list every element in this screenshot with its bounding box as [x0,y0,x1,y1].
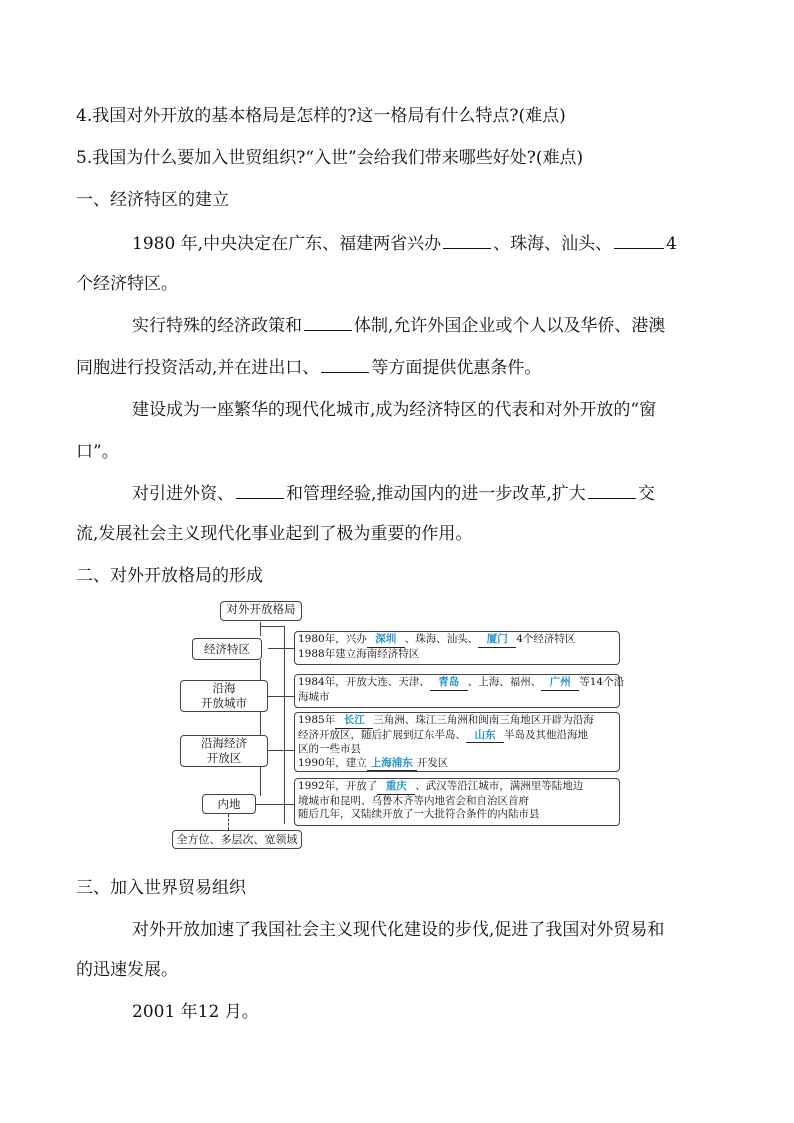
fill-blank[interactable] [443,232,491,249]
diagram-footer-node: 全方位、多层次、宽领域 [172,830,302,849]
section-1-paragraph-1-line-2: 个经济特区。 [76,274,178,294]
connector-line [268,648,284,649]
answer-text: 上海浦东 [367,757,417,772]
diagram-root-node: 对外开放格局 [220,601,302,621]
diagram-node-coastal-zones: 沿海经济 开放区 [180,735,268,767]
connector-line [268,750,284,751]
answer-text: 山东 [466,729,504,744]
question-4: 4.我国对外开放的基本格局是怎样的?这一格局有什么特点?(难点) [76,106,566,126]
diagram-box-special-zones: 1980年，兴办 深圳 、珠海、汕头、 厦门 4个经济特区 1988年建立海南经济特区 [294,631,620,665]
fill-blank[interactable] [321,356,369,373]
section-3-paragraph-1-line-2: 的迅速发展。 [76,960,178,980]
answer-text: 广州 [541,676,579,691]
question-5: 5.我国为什么要加入世贸组织?“入世”会给我们带来哪些好处?(难点) [76,148,584,168]
connector-line [260,660,261,680]
connector-line [260,626,285,627]
section-1-paragraph-2-line-2: 同胞进行投资活动,并在进出口、 等方面提供优惠条件。 [76,358,542,378]
fill-blank[interactable] [304,314,352,331]
section-1-title: 一、经济特区的建立 [76,190,229,210]
answer-text: 长江 [335,714,373,729]
section-2-title: 二、对外开放格局的形成 [76,566,263,586]
section-1-paragraph-3-line-2: 口”。 [76,442,119,462]
answer-text: 深圳 [367,633,405,648]
diagram-box-coastal-cities: 1984年，开放大连、天津、 青岛 、上海、福州、 广州 等14个沿 海城市 [294,674,620,708]
connector-line [284,750,294,751]
answer-text: 青岛 [430,676,468,691]
dashed-connector [228,814,229,830]
section-1-paragraph-1: 1980 年,中央决定在广东、福建两省兴办 、珠海、汕头、 4 [132,234,677,254]
fill-blank[interactable] [236,482,284,499]
diagram-box-inland: 1992年，开放了 重庆 、武汉等沿江城市，满洲里等陆地边 境城市和昆明、乌鲁木齐等内地省会和自治区首府 随后几年，又陆续开放了一大批符合条件的内陆市县 [294,778,620,826]
connector-line [284,804,294,805]
connector-line [256,804,284,805]
opening-up-diagram [172,600,625,850]
diagram-node-coastal-cities: 沿海 开放城市 [180,680,268,712]
diagram-box-coastal-zones: 1985年 长江 三角洲、珠江三角洲和闽南三角地区开辟为沿海 经济开放区，随后扩展到辽东半岛、 山东 半岛及其他沿海地 区的一些市县 1990年，建立 上海浦东 开发区 [294,712,620,772]
connector-line [260,766,261,796]
answer-text: 重庆 [377,780,415,795]
fill-blank[interactable] [588,482,636,499]
diagram-node-special-zones: 经济特区 [192,638,262,660]
connector-line [284,626,285,824]
answer-text: 厦门 [478,633,516,648]
section-1-paragraph-4-line-2: 流,发展社会主义现代化事业起到了极为重要的作用。 [76,524,473,544]
section-1-paragraph-2: 实行特殊的经济政策和 体制,允许外国企业或个人以及华侨、港澳 [132,316,666,336]
connector-line [260,622,261,636]
connector-line [284,648,294,649]
section-3-paragraph-1: 对外开放加速了我国社会主义现代化建设的步伐,促进了我国对外贸易和 [132,920,665,940]
connector-line [260,710,261,736]
section-1-paragraph-4: 对引进外资、 和管理经验,推动国内的进一步改革,扩大 交 [132,484,655,504]
connector-line [268,696,284,697]
connector-line [284,696,294,697]
section-3-title: 三、加入世界贸易组织 [76,878,246,898]
diagram-node-inland: 内地 [202,794,256,814]
fill-blank[interactable] [614,232,664,249]
section-3-paragraph-2: 2001 年12 月。 [132,1002,259,1022]
section-1-paragraph-3: 建设成为一座繁华的现代化城市,成为经济特区的代表和对外开放的“窗 [132,400,657,420]
